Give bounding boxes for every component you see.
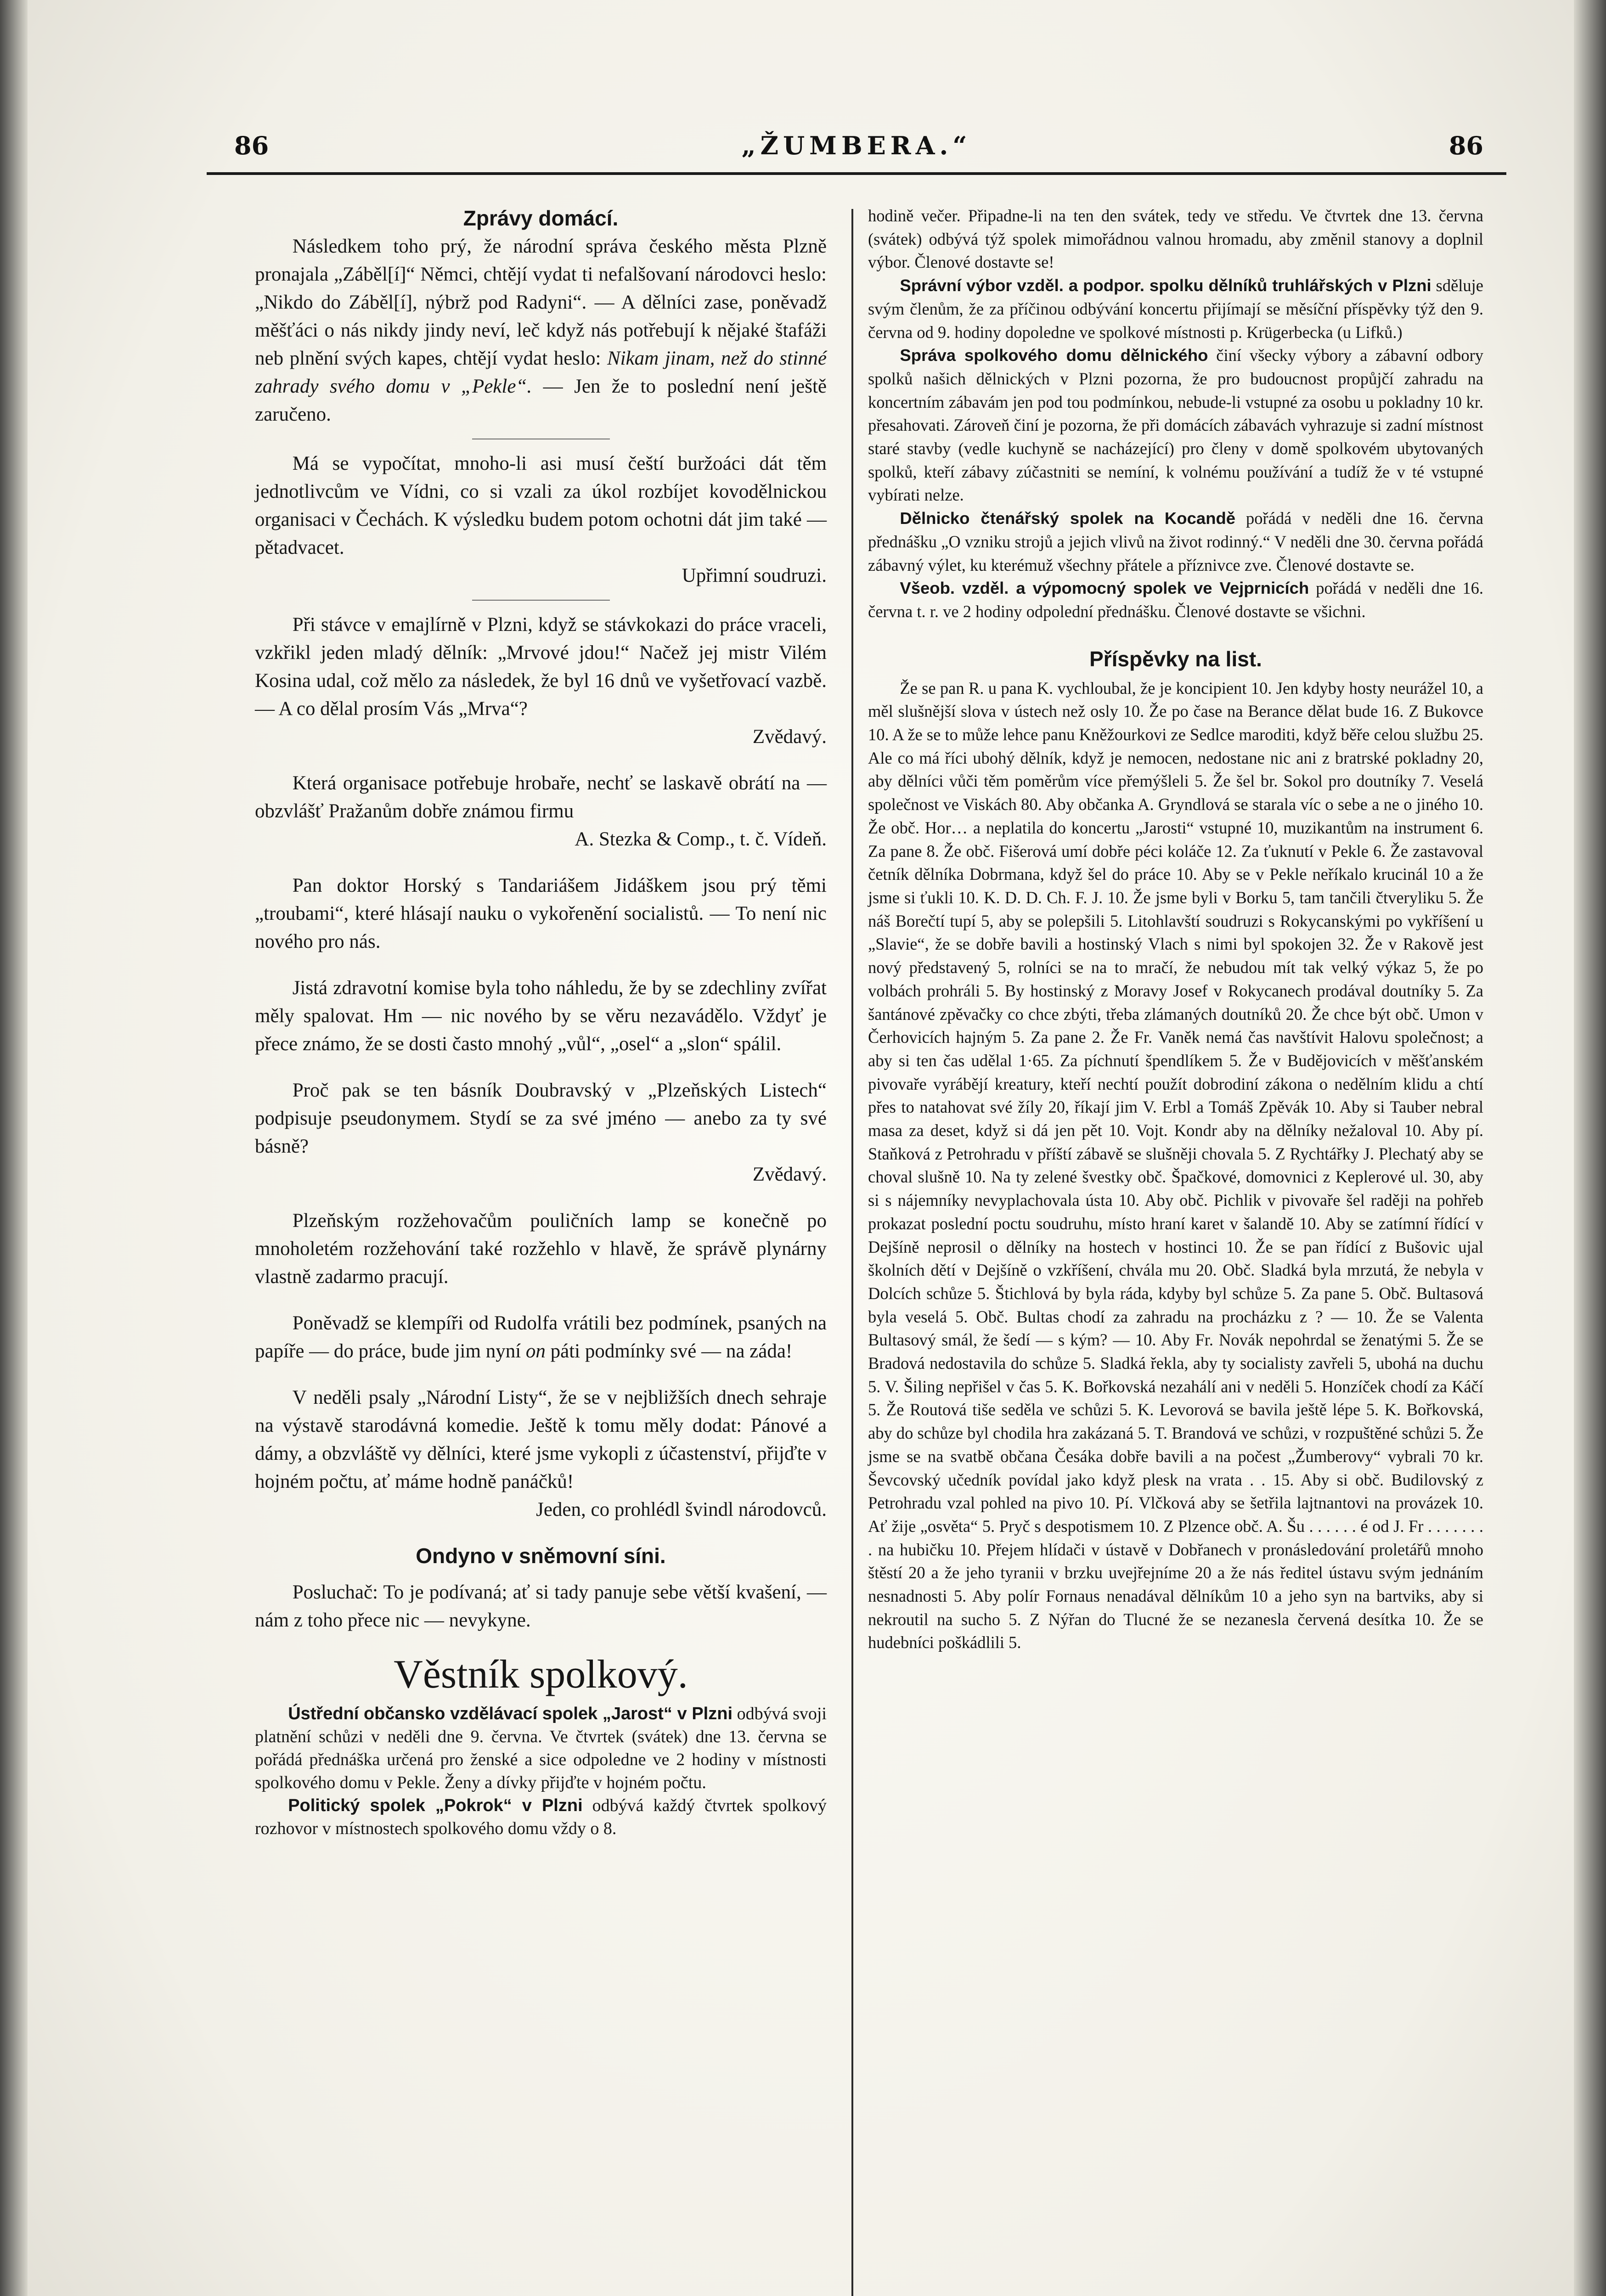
notice-paragraph: hodině večer. Připadne-li na ten den svátek, tedy ve středu. Ve čtvrtek dne 13. června (svátek) odbývá týž spolek mimořádnou valnou hromadu, aby změnil stanovy a doplnil výbor. Členové dostavte se!: [868, 206, 1483, 272]
section-heading-zpravy: Zprávy domácí.: [463, 206, 619, 230]
article-paragraph: Plzeňským rozžehovačům pouličních lamp se konečně po mnoholetém rozžehování také rozžehlo v hlavě, že správě plynárny vlastně zadarmo pracují.: [255, 1210, 827, 1288]
page-number-right: 86: [1448, 131, 1483, 160]
article-paragraph: Posluchač: To je podívaná; ať si tady panuje sebe větší kvašení, — nám z toho přece nic — nevykyne.: [255, 1581, 827, 1631]
notice-paragraph: Správní výbor vzděl. a podpor. spolku dělníků truhlářských v Plzni sděluje svým členům, že za příčinou odbývání koncertu přijímají se měsíční příspěvky týž den 9. června od 9. hodiny dopoledne ve spolkové místnosti p. Krügerbecka (u Lifků.): [868, 276, 1483, 342]
header-rule: [207, 172, 1506, 175]
column-divider: [851, 209, 853, 2296]
signature: Zvědavý.: [752, 1164, 827, 1185]
article-paragraph: Pan doktor Horský s Tandariášem Jidáškem jsou prý těmi „troubami“, které hlásají nauku o vykořenění socialistů. — To není nic nového pro nás.: [255, 875, 827, 952]
page-header: [207, 131, 1506, 168]
notice-paragraph: Politický spolek „Pokrok“ v Plzni odbývá každý čtvrtek spolkový rozhovor v místnostech spolkového domu vždy o 8.: [255, 1796, 827, 1838]
notice-paragraph: Všeob. vzděl. a výpomocný spolek ve Vejprnicích pořádá v neděli dne 16. června t. r. ve 2 hodiny odpolední přednášku. Členové dostavte se všichni.: [868, 579, 1483, 621]
firm-name: A. Stezka & Comp., t. č. Vídeň.: [575, 828, 827, 850]
page-number-left: 86: [234, 131, 269, 160]
signature: Zvědavý.: [752, 726, 827, 748]
separator: [472, 600, 610, 601]
article-paragraph: Která organisace potřebuje hrobaře, nechť se laskavě obrátí na — obzvlášť Pražanům dobře známou firmu: [255, 772, 827, 822]
left-column: [255, 204, 827, 1840]
article-paragraph: Proč pak se ten básník Doubravský v „Plzeňských Listech“ podpisuje pseudonymem. Stydí se za své jméno — anebo za ty své básně?: [255, 1080, 827, 1157]
article-paragraph: Poněvadž se klempíři od Rudolfa vrátili bez podmínek, psaných na papíře — do práce, bude jim nyní on páti podmínky své — na záda!: [255, 1312, 827, 1362]
article-paragraph: V neděli psaly „Národní Listy“, že se v nejbližších dnech sehraje na výstavě starodávná komedie. Ještě k tomu měly dodat: Pánové a dámy, a obzvláště vy dělníci, které jsme vykopli z účastenství, přijďte v hojném počtu, ať máme hodně panáčků!: [255, 1387, 827, 1492]
article-paragraph: Při stávce v emajlírně v Plzni, když se stávkokazi do práce vraceli, vzkřikl jeden mladý dělník: „Mrvové jdou!“ Načež jej mistr Vilém Kosina udal, což mělo za následek, že byl 16 dnů ve vyšetřovací vazbě. — A co dělal prosím Vás „Mrva“?: [255, 614, 827, 720]
contributions-list: Že se pan R. u pana K. vychloubal, že je koncipient 10. Jen kdyby hosty neurážel 10, a měl slušnější slova v ústech než osly 10. Že po čase na Berance dělat bude 16. Z Bukovce 10. A že se to může lehce panu Kněžourkovi ze Sedlce maroditi, když běře celou službu 25. Ale co má říci ubohý dělník, když je nemocen, nedostane nic ani z bratrské pokladny 20, aby dělníci vůči těm poměrům více přemýšleli 5. Že šel br. Sokol pro doutníky 7. Veselá společnost ve Viskách 80. Aby občanka A. Gryndlová se starala víc o sebe a ne o jiného 10. Že obč. Hor… a neplatila do koncertu „Jarosti“ vstupné 10, muzikantům na instrument 6. Za pane 8. Že obč. Fišerová umí dobře péci koláče 12. Za ťuknutí v Pekle 6. Že zastavoval četník dělníka Dobrmana, když šel do práce 10. Aby se v Pekle neříkalo krucinál 10 a že jsme si ťukli 10. K. D. D. Ch. F. J. 10. Že jsme byli v Borku 5, tam tančili čtveryliku 5. Že náš Borečtí tupí 5, aby se polepšili 5. Litohlavští soudruzi s Rokycanskými po vykříšení u „Slavie“, že se dobře bavili a hostinský Vlach s nimi byl spokojen 32. Že v Rakově jest nový představený 5, rolníci se na to mračí, že nebudou mít tak velký výkaz 5, že po volbách prohráli 5. By hostinský z Moravy Josef v Rokycanech prodával doutníky 5. Za šantánové zpěvačky co chce zbýti, třeba zlámaných doutníků 20. Že chce být obč. Umon v Čerhovicích hajným 5. Za pane 2. Že Fr. Vaněk nemá čas navštívit Halovu společnost; a aby si ten čas udělal 1·65. Za píchnutí špendlíkem 5. Že v Budějovicích v měšťanském pivovaře vyrábějí kreatury, kteří nechtí použít dobrodiní zákona o nedělním klidu a chtí přes to natahovat své žíly 20, říkají jim V. Erbl a Tomáš Zpěvák 10. Aby si Tauber nebral masa za deset, když si dá jen pět 10. Vojt. Kondr aby na dělníky nežaloval 10. Aby pí. Staňková z Petrohradu v příští zábavě se slušněji chovala 5. Z Rychtářky J. Plechatý aby se choval slušně 10. Na ty zelené švestky obč. Špačkové, domovnici z Keplerové ul. 30, aby si s nájemníky nevyplachovala ústa 10. Aby obč. Pichlik v pivovaře šel raději na pohřeb prokazat poslední poctu soudruhu, místo hraní karet v šalandě 10. Aby se zatímní řídící v Dejšíně neprosil o dělníky na hostech v hostinci 10. Že se pan řídící z Bušovic ujal školních dětí v Dejšíně o vzkříšení, chvála mu 20. Obč. Sladká byla mrzutá, že nebyla v Dolcích schůze 5. Štichlová by byla ráda, kdyby byl schůze 5. Za pane 5. Obč. Bultasová byla veselá 5. Obč. Bultas chodí za zahradu na procházku z ? — 10. Že se Valenta Bultasový smál, že šedí — s kým? — 10. Aby Fr. Novák nepohrdal se ženatými 5. Že se Bradová nedostavila do schůze 5. Sladká řekla, aby ty socialisty zavřeli 5, ubohá na duchu 5. V. Šiling nepřišel v čas 5. K. Bořkovská nezahálí ani v neděli 5. Honzíček chodí za Káčí 5. Že Routová tiše seděla ve schůzi 5. K. Levorová se bavila ještě lépe 5. K. Bořkovská, aby do schůze byl chodila hra zakázaná 5. T. Brandová ve schůzi, v rozpuštěné schůzi 5. Že jsme se na svatbě občana Česáka dobře bavili a na počest „Žumberovy“ vybrali 70 kr. Ševcovský učedník povídal jako když plesk na vrata . . 15. Aby si obč. Budilovský z Petrohradu vzal pohled na pivo 10. Pí. Vlčková aby se šetřila lajtnantovi na provázek 10. Ať žije „osvěta“ 5. Pryč s despotismem 10. Z Plzence obč. A. Šu . . . . . . é od J. Fr . . . . . . . . na hubičku 10. Přejem hlídači v ústavě v Dobřanech v pronásledování proletářů mnoho štěstí 20 a že jeho tyranii v brzku uvejřejníme 20 a že nás ředitel ústavu svým jednáním nesnadnosti 5. Aby polír Fornaus nenadával dělníkům 10 a jeho syn na bartviks, aby si nekroutil na sucho 5. Z Nýřan do Tlucné že se nezanesla červená desítka 10. Že se hudebníci poškádlili 5.: [868, 678, 1483, 1652]
notice-paragraph: Správa spolkového domu dělnického činí všecky výbory a zábavní odbory spolků našich dělnických v Plzni pozorna, že pro budoucnost propůjčí zahradu na koncertním zábavám jen pod tou podmínkou, nebude-li vstupné za osobu u pokladny 10 kr. přesahovati. Zároveň činí je pozorna, že při domácích zábavách vyhrazuje si zadní místnost staré stavby (vedle kuchyně se nacházející) pro členy v domě spolkovém ubytovaných spolků, kteří zábavy zúčastniti se nemíní, k volnému používání a tudíž že v té vstupné vybírati nelze.: [868, 346, 1483, 505]
right-column: [868, 204, 1483, 1654]
scan-edge-left: [0, 0, 28, 2296]
section-heading-prispevky: Příspěvky na list.: [1089, 647, 1262, 671]
section-heading-vestnik: Věstník spolkový.: [394, 1652, 688, 1697]
notice-paragraph: Ústřední občansko vzdělávací spolek „Jarost“ v Plzni odbývá svoji platnění schůzi v neděli dne 9. června. Ve čtvrtek (svátek) dne 13. června se pořádá přednáška určená pro ženské a sice odpoledne ve 2 hodiny v místnosti spolkového domu v Pekle. Ženy a dívky přijďte v hojném počtu.: [255, 1704, 827, 1792]
scan-edge-right: [1574, 0, 1606, 2296]
signature: Jeden, co prohlédl švindl národovců.: [536, 1499, 827, 1520]
signature: Upřimní soudruzi.: [682, 565, 827, 586]
article-paragraph: Následkem toho prý, že národní správa českého města Plzně pronajala „Záběl[í]“ Němci, chtějí vydat ti nefalšovaní národovci heslo: „Nikdo do Záběl[í], nýbrž pod Radyni“. — A dělníci zase, poněvadž měšťáci o nás nikdy jindy neví, leč když nás potřebují k nějaké štafáži neb plnění svých kapes, chtějí vydat heslo: Nikam jinam, než do stinné zahrady svého domu v „Pekle“. — Jen že to poslední není ještě zaručeno.: [255, 236, 827, 425]
article-paragraph: Má se vypočítat, mnoho-li asi musí čeští buržoáci dát těm jednotlivcům ve Vídni, co si vzali za úkol rozbíjet kovodělnickou organisaci v Čechách. K výsledku budem potom ochotni dát jim také — pětadvacet.: [255, 453, 827, 558]
masthead-title: „ŽUMBERA.“: [741, 131, 972, 160]
notice-paragraph: Dělnicko čtenářský spolek na Kocandě pořádá v neděli dne 16. června přednášku „O vzniku strojů a jejich vlivů na život rodinný.“ V neděli dne 30. června pořádá zábavný výlet, ku kterémuž všechny přátele a příznivce zve. Členové dostavte se.: [868, 509, 1483, 574]
article-paragraph: Jistá zdravotní komise byla toho náhledu, že by se zdechliny zvířat měly spalovat. Hm — nic nového by se věru nezavádělo. Vždyť je přece známo, že se dosti často mnohý „vůl“, „osel“ a „slon“ spálil.: [255, 977, 827, 1055]
section-heading-ondyno: Ondyno v sněmovní síni.: [416, 1544, 666, 1568]
